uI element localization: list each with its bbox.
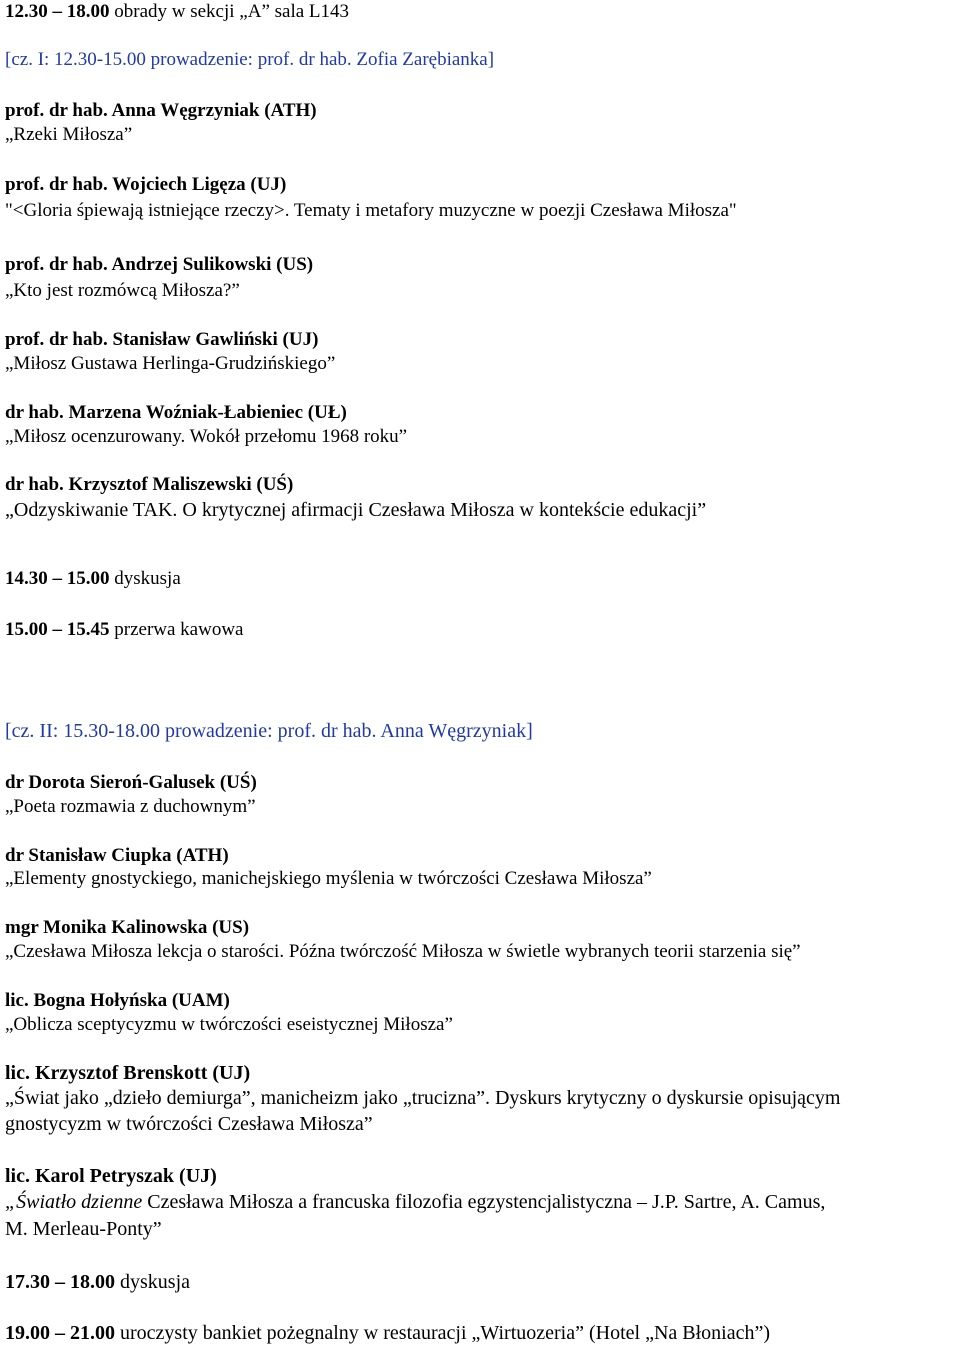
- session-header: [5, 2, 349, 21]
- talk-title: „Elementy gnostyckiego, manichejskiego myślenia w twórczości Czesława Miłosza”: [5, 868, 652, 889]
- talk-title-rest: Czesława Miłosza a francuska filozofia egzystencjalistyczna – J.P. Sartre, A. Camus,: [142, 1191, 826, 1213]
- talk-title: „Miłosz Gustawa Herlinga-Grudzińskiego”: [5, 353, 336, 374]
- part1-title: [cz. I: 12.30-15.00 prowadzenie: prof. dr hab. Zofia Zarębianka]: [5, 49, 495, 70]
- talk-title: „Kto jest rozmówcą Miłosza?”: [5, 280, 240, 301]
- talk-title: „Oblicza sceptycyzmu w twórczości eseistycznej Miłosza”: [5, 1014, 453, 1035]
- talk-speaker: prof. dr hab. Wojciech Ligęza (UJ): [5, 174, 287, 195]
- banquet-time: 19.00 – 21.00: [5, 1322, 115, 1344]
- discussion-2: [5, 1272, 190, 1292]
- discussion-time: 17.30 – 18.00: [5, 1271, 115, 1293]
- talk-speaker: mgr Monika Kalinowska (US): [5, 917, 250, 938]
- talk-speaker: prof. dr hab. Anna Węgrzyniak (ATH): [5, 100, 317, 121]
- session-description: obrady w sekcji „A” sala L143: [114, 1, 350, 22]
- session-time: 12.30 – 18.00: [5, 1, 110, 22]
- talk-title-line1: „Świat jako „dzieło demiurga”, manicheizm jako „trucizna”. Dyskurs krytyczny o dyskursie opisującym: [5, 1087, 841, 1109]
- discussion-label: dyskusja: [120, 1271, 190, 1293]
- talk-speaker: prof. dr hab. Andrzej Sulikowski (US): [5, 254, 314, 275]
- talk-title-line2: M. Merleau-Ponty”: [5, 1218, 162, 1240]
- talk-speaker: dr hab. Krzysztof Maliszewski (UŚ): [5, 474, 294, 495]
- talk-title: „Poeta rozmawia z duchownym”: [5, 796, 256, 817]
- talk-speaker: prof. dr hab. Stanisław Gawliński (UJ): [5, 329, 319, 350]
- talk-title: „Odzyskiwanie TAK. O krytycznej afirmacji Czesława Miłosza w kontekście edukacji”: [5, 499, 707, 521]
- talk-speaker: lic. Krzysztof Brenskott (UJ): [5, 1062, 251, 1084]
- banquet-label: uroczysty bankiet pożegnalny w restauracji „Wirtuozeria” (Hotel „Na Błoniach”): [120, 1322, 771, 1344]
- discussion-time: 14.30 – 15.00: [5, 568, 110, 589]
- talk-speaker: lic. Karol Petryszak (UJ): [5, 1165, 217, 1187]
- talk-title-line1: [5, 1192, 825, 1212]
- discussion-1: [5, 569, 181, 588]
- talk-title: „Rzeki Miłosza”: [5, 124, 133, 145]
- talk-title: "<Gloria śpiewają istniejące rzeczy>. Tematy i metafory muzyczne w poezji Czesława Miłosza": [5, 200, 737, 221]
- talk-title: „Miłosz ocenzurowany. Wokół przełomu 1968 roku”: [5, 426, 408, 447]
- break-time: 15.00 – 15.45: [5, 619, 110, 640]
- talk-title-italic: „Światło dzienne: [5, 1191, 143, 1213]
- talk-title: „Czesława Miłosza lekcja o starości. Późna twórczość Miłosza w świetle wybranych teorii starzenia się”: [5, 941, 801, 962]
- talk-speaker: dr hab. Marzena Woźniak-Łabieniec (UŁ): [5, 402, 347, 423]
- talk-speaker: lic. Bogna Hołyńska (UAM): [5, 990, 230, 1011]
- coffee-break: [5, 620, 243, 639]
- banquet: [5, 1323, 770, 1343]
- discussion-label: dyskusja: [114, 568, 181, 589]
- break-label: przerwa kawowa: [114, 619, 244, 640]
- talk-title-line2: gnostycyzm w twórczości Czesława Miłosza”: [5, 1113, 373, 1135]
- talk-speaker: dr Stanisław Ciupka (ATH): [5, 845, 229, 866]
- talk-speaker: dr Dorota Sieroń-Galusek (UŚ): [5, 772, 257, 793]
- part2-title: [cz. II: 15.30-18.00 prowadzenie: prof. dr hab. Anna Węgrzyniak]: [5, 720, 533, 742]
